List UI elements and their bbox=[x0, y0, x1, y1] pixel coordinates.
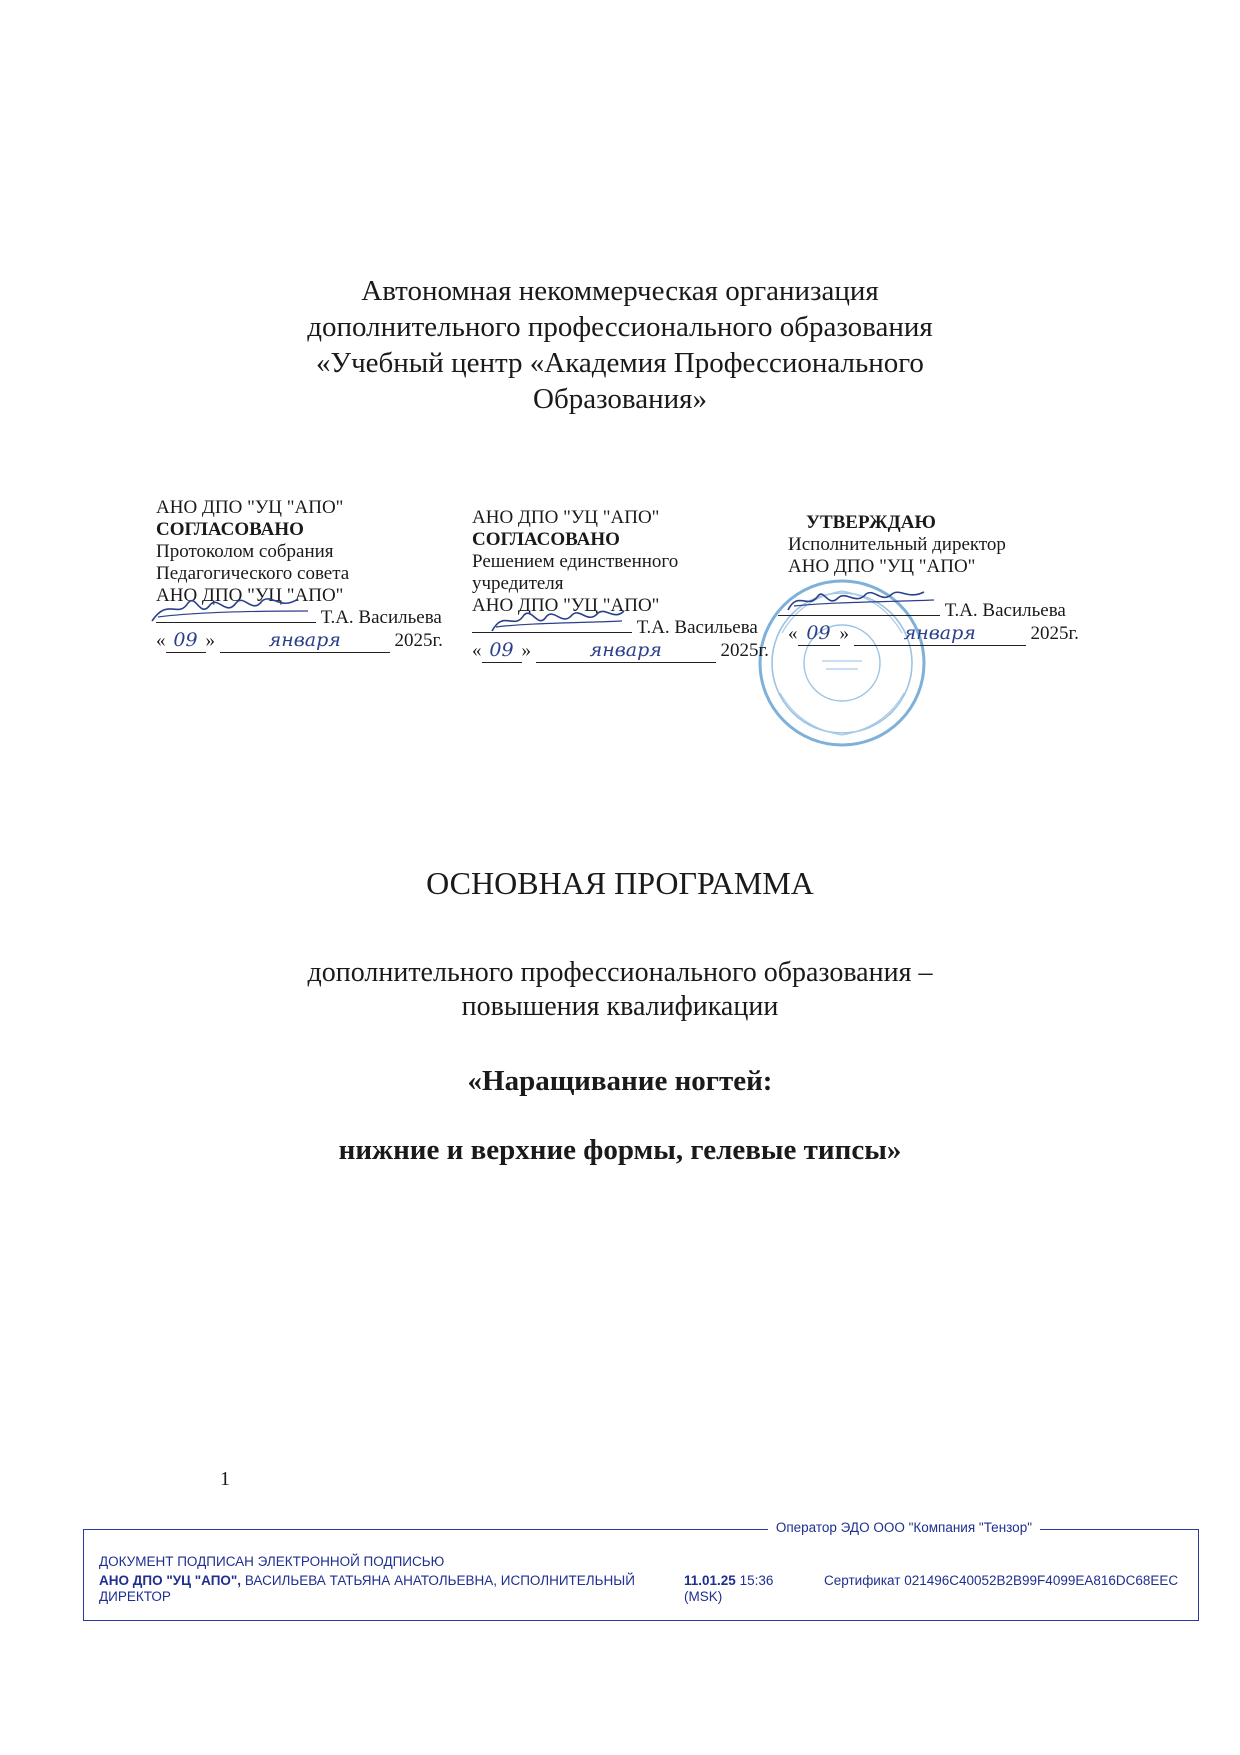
signature-blank bbox=[778, 615, 940, 616]
approval-block-director bbox=[788, 512, 1079, 646]
approval-status: СОГЛАСОВАНО bbox=[472, 529, 620, 550]
signature-blank bbox=[156, 622, 316, 623]
signature-line bbox=[156, 607, 443, 629]
approval-basis-2: Педагогического совета bbox=[156, 563, 350, 584]
edo-operator: Оператор ЭДО ООО "Компания "Тензор" bbox=[768, 1520, 1040, 1535]
quote-close: » bbox=[521, 640, 531, 661]
signer-name: Т.А. Васильева bbox=[944, 600, 1066, 621]
subtitle-line-1: дополнительного профессионального образования – bbox=[307, 957, 933, 988]
signature-line bbox=[472, 617, 769, 639]
approval-basis-2: учредителя bbox=[472, 573, 564, 594]
date-day: 09 bbox=[173, 629, 198, 651]
approval-status: УТВЕРЖДАЮ bbox=[806, 512, 936, 533]
approval-org: АНО ДПО "УЦ "АПО" bbox=[472, 507, 660, 528]
date-month: января bbox=[903, 622, 976, 644]
approval-status: СОГЛАСОВАНО bbox=[156, 519, 304, 540]
quote-open: « bbox=[472, 640, 482, 661]
signature-line bbox=[778, 600, 1079, 622]
date-year: 2025г. bbox=[1030, 623, 1079, 644]
date-month: января bbox=[268, 629, 341, 651]
date-day: 09 bbox=[489, 639, 514, 661]
electronic-signature-box bbox=[83, 1529, 1199, 1621]
approval-org: АНО ДПО "УЦ "АПО" bbox=[156, 497, 344, 518]
signer-name: Т.А. Васильева bbox=[320, 607, 442, 628]
quote-open: « bbox=[788, 623, 798, 644]
quote-close: » bbox=[205, 630, 215, 651]
document-subtitle bbox=[240, 956, 1000, 1024]
approval-basis-1: Исполнительный директор bbox=[788, 534, 1006, 555]
approval-basis-3: АНО ДПО "УЦ "АПО" bbox=[472, 595, 660, 616]
date-line bbox=[788, 622, 1079, 646]
date-day: 09 bbox=[806, 622, 831, 644]
program-name-line-1: «Наращивание ногтей: bbox=[467, 1065, 773, 1097]
date-month: января bbox=[589, 639, 662, 661]
signer-name: Т.А. Васильева bbox=[636, 617, 758, 638]
certificate-number: Сертификат 021496C40052B2B99F4099EA816DC68EEC bbox=[824, 1573, 1179, 1588]
signature-date: 11.01.25 bbox=[684, 1573, 736, 1588]
quote-open: « bbox=[156, 630, 166, 651]
approval-basis-2: АНО ДПО "УЦ "АПО" bbox=[788, 556, 976, 577]
approval-basis-1: Решением единственного bbox=[472, 551, 679, 572]
quote-close: » bbox=[839, 623, 849, 644]
signature-blank bbox=[472, 632, 632, 633]
org-line-1: Автономная некоммерческая организация bbox=[361, 275, 879, 307]
org-line-3: «Учебный центр «Академия Профессионального bbox=[316, 347, 924, 379]
signature-time: 15:36 bbox=[735, 1573, 774, 1588]
signature-datetime bbox=[684, 1573, 804, 1605]
date-year: 2025г. bbox=[720, 640, 769, 661]
date-year: 2025г. bbox=[394, 630, 443, 651]
signed-label: ДОКУМЕНТ ПОДПИСАН ЭЛЕКТРОННОЙ ПОДПИСЬЮ bbox=[99, 1554, 445, 1569]
signer-rest: ВАСИЛЬЕВА ТАТЬЯНА АНАТОЛЬЕВНА, ИСПОЛНИТЕЛЬНЫЙ ДИРЕКТОР bbox=[99, 1573, 635, 1604]
signer-org: АНО ДПО "УЦ "АПО", bbox=[99, 1573, 242, 1588]
approval-basis-3: АНО ДПО "УЦ "АПО" bbox=[156, 585, 344, 606]
date-line bbox=[472, 639, 769, 663]
org-line-4: Образования» bbox=[533, 383, 707, 415]
organization-header bbox=[240, 273, 1000, 417]
signer-info bbox=[99, 1573, 659, 1605]
program-name-line-2: нижние и верхние формы, гелевые типсы» bbox=[338, 1134, 902, 1166]
org-line-2: дополнительного профессионального образования bbox=[307, 311, 933, 343]
approval-block-founder bbox=[472, 507, 769, 663]
signature-tz: (MSK) bbox=[684, 1589, 723, 1604]
approval-basis-1: Протоколом собрания bbox=[156, 541, 334, 562]
page-number: 1 bbox=[220, 1468, 230, 1490]
approval-block-teachers-council bbox=[156, 497, 443, 653]
date-line bbox=[156, 629, 443, 653]
document-title: ОСНОВНАЯ ПРОГРАММА bbox=[426, 865, 814, 901]
subtitle-line-2: повышения квалификации bbox=[461, 991, 779, 1022]
